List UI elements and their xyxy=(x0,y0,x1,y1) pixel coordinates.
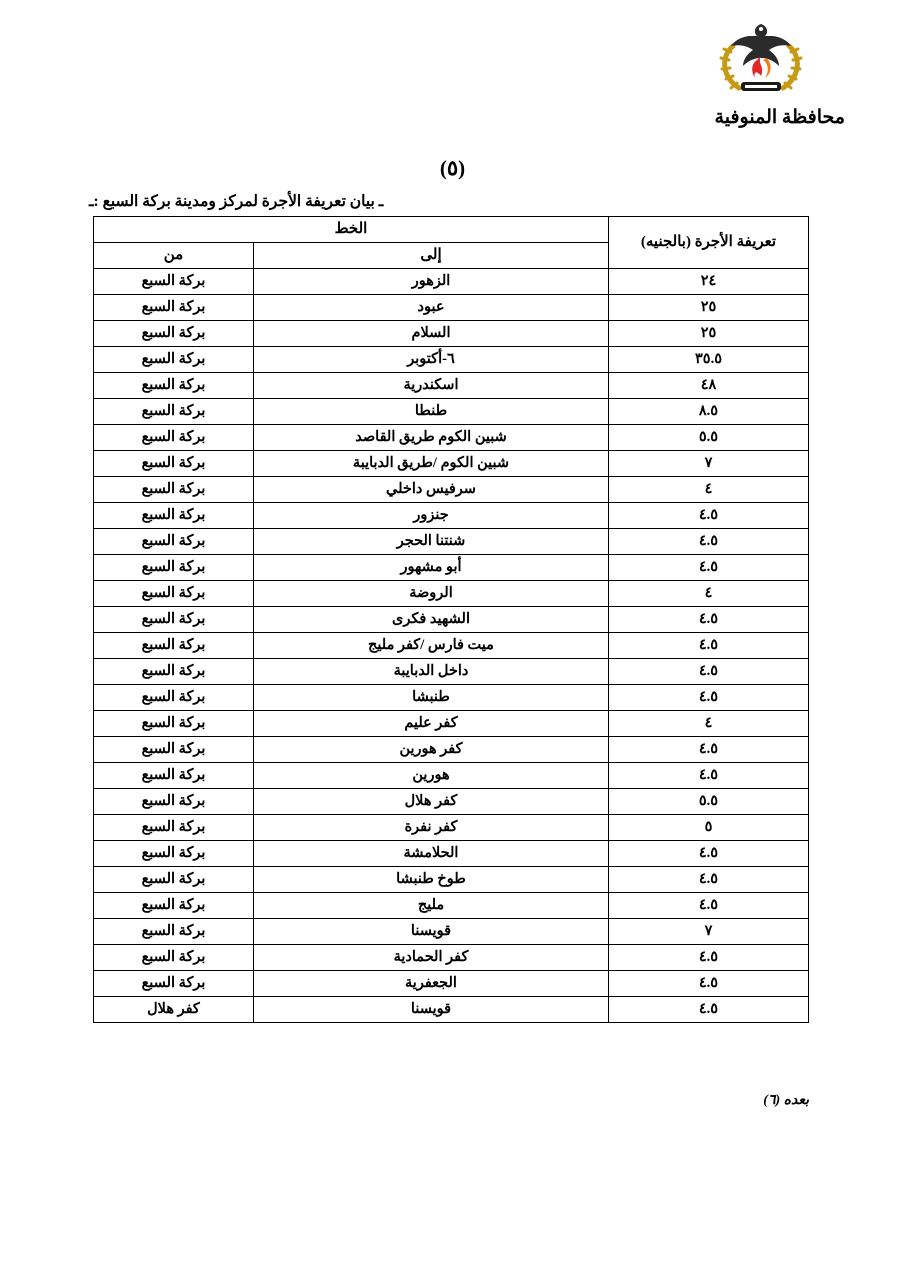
table-row xyxy=(93,399,808,425)
cell-from: بركة السبع xyxy=(93,763,253,789)
document-header xyxy=(0,14,905,134)
table-head xyxy=(93,217,808,269)
table-row xyxy=(93,321,808,347)
table-row xyxy=(93,685,808,711)
cell-to: الروضة xyxy=(254,581,609,607)
cell-to: اسكندرية xyxy=(254,373,609,399)
cell-from: بركة السبع xyxy=(93,347,253,373)
cell-fare: ٧ xyxy=(609,919,809,945)
cell-fare: ٨.٥ xyxy=(609,399,809,425)
cell-to: الجعفرية xyxy=(254,971,609,997)
cell-from: بركة السبع xyxy=(93,867,253,893)
table-row xyxy=(93,789,808,815)
cell-to: هورين xyxy=(254,763,609,789)
column-header-to: إلى xyxy=(254,243,609,269)
cell-to: أبو مشهور xyxy=(254,555,609,581)
cell-to: كفر عليم xyxy=(254,711,609,737)
table-row xyxy=(93,997,808,1023)
fares-table-container xyxy=(94,216,809,1023)
cell-to: السلام xyxy=(254,321,609,347)
table-row xyxy=(93,633,808,659)
cell-fare: ٤.٥ xyxy=(609,529,809,555)
table-row xyxy=(93,659,808,685)
table-row xyxy=(93,919,808,945)
cell-from: بركة السبع xyxy=(93,815,253,841)
cell-to: ميت فارس /كفر مليج xyxy=(254,633,609,659)
table-row xyxy=(93,737,808,763)
cell-from: بركة السبع xyxy=(93,945,253,971)
cell-to: عبود xyxy=(254,295,609,321)
cell-from: بركة السبع xyxy=(93,607,253,633)
cell-from: بركة السبع xyxy=(93,555,253,581)
cell-to: قويسنا xyxy=(254,997,609,1023)
governorate-name: محافظة المنوفية xyxy=(714,107,845,128)
cell-fare: ٤ xyxy=(609,711,809,737)
cell-to: كفر نفرة xyxy=(254,815,609,841)
cell-fare: ٤ xyxy=(609,581,809,607)
table-row xyxy=(93,841,808,867)
cell-to: ٦-أكتوبر xyxy=(254,347,609,373)
cell-from: بركة السبع xyxy=(93,373,253,399)
cell-fare: ٤.٥ xyxy=(609,607,809,633)
eagle-emblem-icon xyxy=(713,16,809,100)
cell-to: طنطا xyxy=(254,399,609,425)
table-row xyxy=(93,425,808,451)
cell-to: شبين الكوم /طريق الدبايبة xyxy=(254,451,609,477)
table-row xyxy=(93,451,808,477)
table-row xyxy=(93,581,808,607)
cell-to: طنبشا xyxy=(254,685,609,711)
cell-from: بركة السبع xyxy=(93,711,253,737)
cell-fare: ٢٥ xyxy=(609,321,809,347)
column-header-from: من xyxy=(93,243,253,269)
cell-to: طوخ طنبشا xyxy=(254,867,609,893)
cell-fare: ٤.٥ xyxy=(609,633,809,659)
cell-from: بركة السبع xyxy=(93,477,253,503)
cell-from: بركة السبع xyxy=(93,321,253,347)
cell-to: كفر هلال xyxy=(254,789,609,815)
cell-from: بركة السبع xyxy=(93,503,253,529)
cell-to: داخل الدبايبة xyxy=(254,659,609,685)
cell-fare: ٤.٥ xyxy=(609,841,809,867)
table-row xyxy=(93,555,808,581)
cell-from: بركة السبع xyxy=(93,893,253,919)
cell-to: كفر الحمادية xyxy=(254,945,609,971)
table-row xyxy=(93,815,808,841)
cell-from: بركة السبع xyxy=(93,451,253,477)
cell-from: بركة السبع xyxy=(93,633,253,659)
table-row xyxy=(93,295,808,321)
page-number: (٥) xyxy=(439,156,466,180)
table-row xyxy=(93,971,808,997)
table-row xyxy=(93,763,808,789)
footer-continuation-note: بعده (٦) xyxy=(763,1093,809,1108)
table-row xyxy=(93,529,808,555)
cell-from: كفر هلال xyxy=(93,997,253,1023)
cell-fare: ٥.٥ xyxy=(609,789,809,815)
cell-to: جنزور xyxy=(254,503,609,529)
cell-from: بركة السبع xyxy=(93,971,253,997)
cell-to: كفر هورين xyxy=(254,737,609,763)
cell-fare: ٢٤ xyxy=(609,269,809,295)
table-row xyxy=(93,607,808,633)
cell-fare: ٧ xyxy=(609,451,809,477)
table-row xyxy=(93,945,808,971)
cell-from: بركة السبع xyxy=(93,659,253,685)
cell-fare: ٣٥.٥ xyxy=(609,347,809,373)
cell-from: بركة السبع xyxy=(93,269,253,295)
cell-from: بركة السبع xyxy=(93,425,253,451)
table-row xyxy=(93,893,808,919)
cell-fare: ٤ xyxy=(609,477,809,503)
cell-from: بركة السبع xyxy=(93,581,253,607)
table-row xyxy=(93,347,808,373)
cell-to: الزهور xyxy=(254,269,609,295)
table-row xyxy=(93,269,808,295)
cell-from: بركة السبع xyxy=(93,841,253,867)
cell-fare: ٤.٥ xyxy=(609,945,809,971)
cell-from: بركة السبع xyxy=(93,737,253,763)
cell-fare: ٤٨ xyxy=(609,373,809,399)
column-header-line-group: الخط xyxy=(93,217,608,243)
cell-fare: ٥.٥ xyxy=(609,425,809,451)
cell-fare: ٤.٥ xyxy=(609,997,809,1023)
cell-from: بركة السبع xyxy=(93,399,253,425)
cell-to: الشهيد فكرى xyxy=(254,607,609,633)
cell-fare: ٤.٥ xyxy=(609,867,809,893)
cell-fare: ٤.٥ xyxy=(609,763,809,789)
cell-from: بركة السبع xyxy=(93,789,253,815)
cell-from: بركة السبع xyxy=(93,919,253,945)
table-caption: ـ بيان تعريفة الأجرة لمركز ومدينة بركة السبع :ـ xyxy=(89,193,384,210)
table-row xyxy=(93,503,808,529)
table-header-row-1 xyxy=(93,217,808,243)
table-body xyxy=(93,269,808,1023)
cell-fare: ٤.٥ xyxy=(609,971,809,997)
cell-fare: ٢٥ xyxy=(609,295,809,321)
cell-from: بركة السبع xyxy=(93,295,253,321)
cell-to: الحلامشة xyxy=(254,841,609,867)
cell-fare: ٤.٥ xyxy=(609,893,809,919)
column-header-fare: تعريفة الأجرة (بالجنيه) xyxy=(609,217,809,269)
cell-from: بركة السبع xyxy=(93,685,253,711)
fares-table xyxy=(93,216,809,1023)
cell-fare: ٤.٥ xyxy=(609,503,809,529)
cell-to: قويسنا xyxy=(254,919,609,945)
cell-to: شنتنا الحجر xyxy=(254,529,609,555)
cell-fare: ٤.٥ xyxy=(609,659,809,685)
cell-fare: ٤.٥ xyxy=(609,555,809,581)
table-row xyxy=(93,711,808,737)
table-row xyxy=(93,373,808,399)
cell-fare: ٤.٥ xyxy=(609,685,809,711)
cell-to: سرفيس داخلي xyxy=(254,477,609,503)
cell-to: مليج xyxy=(254,893,609,919)
table-row xyxy=(93,867,808,893)
table-row xyxy=(93,477,808,503)
cell-to: شبين الكوم طريق القاصد xyxy=(254,425,609,451)
cell-fare: ٥ xyxy=(609,815,809,841)
cell-from: بركة السبع xyxy=(93,529,253,555)
cell-fare: ٤.٥ xyxy=(609,737,809,763)
